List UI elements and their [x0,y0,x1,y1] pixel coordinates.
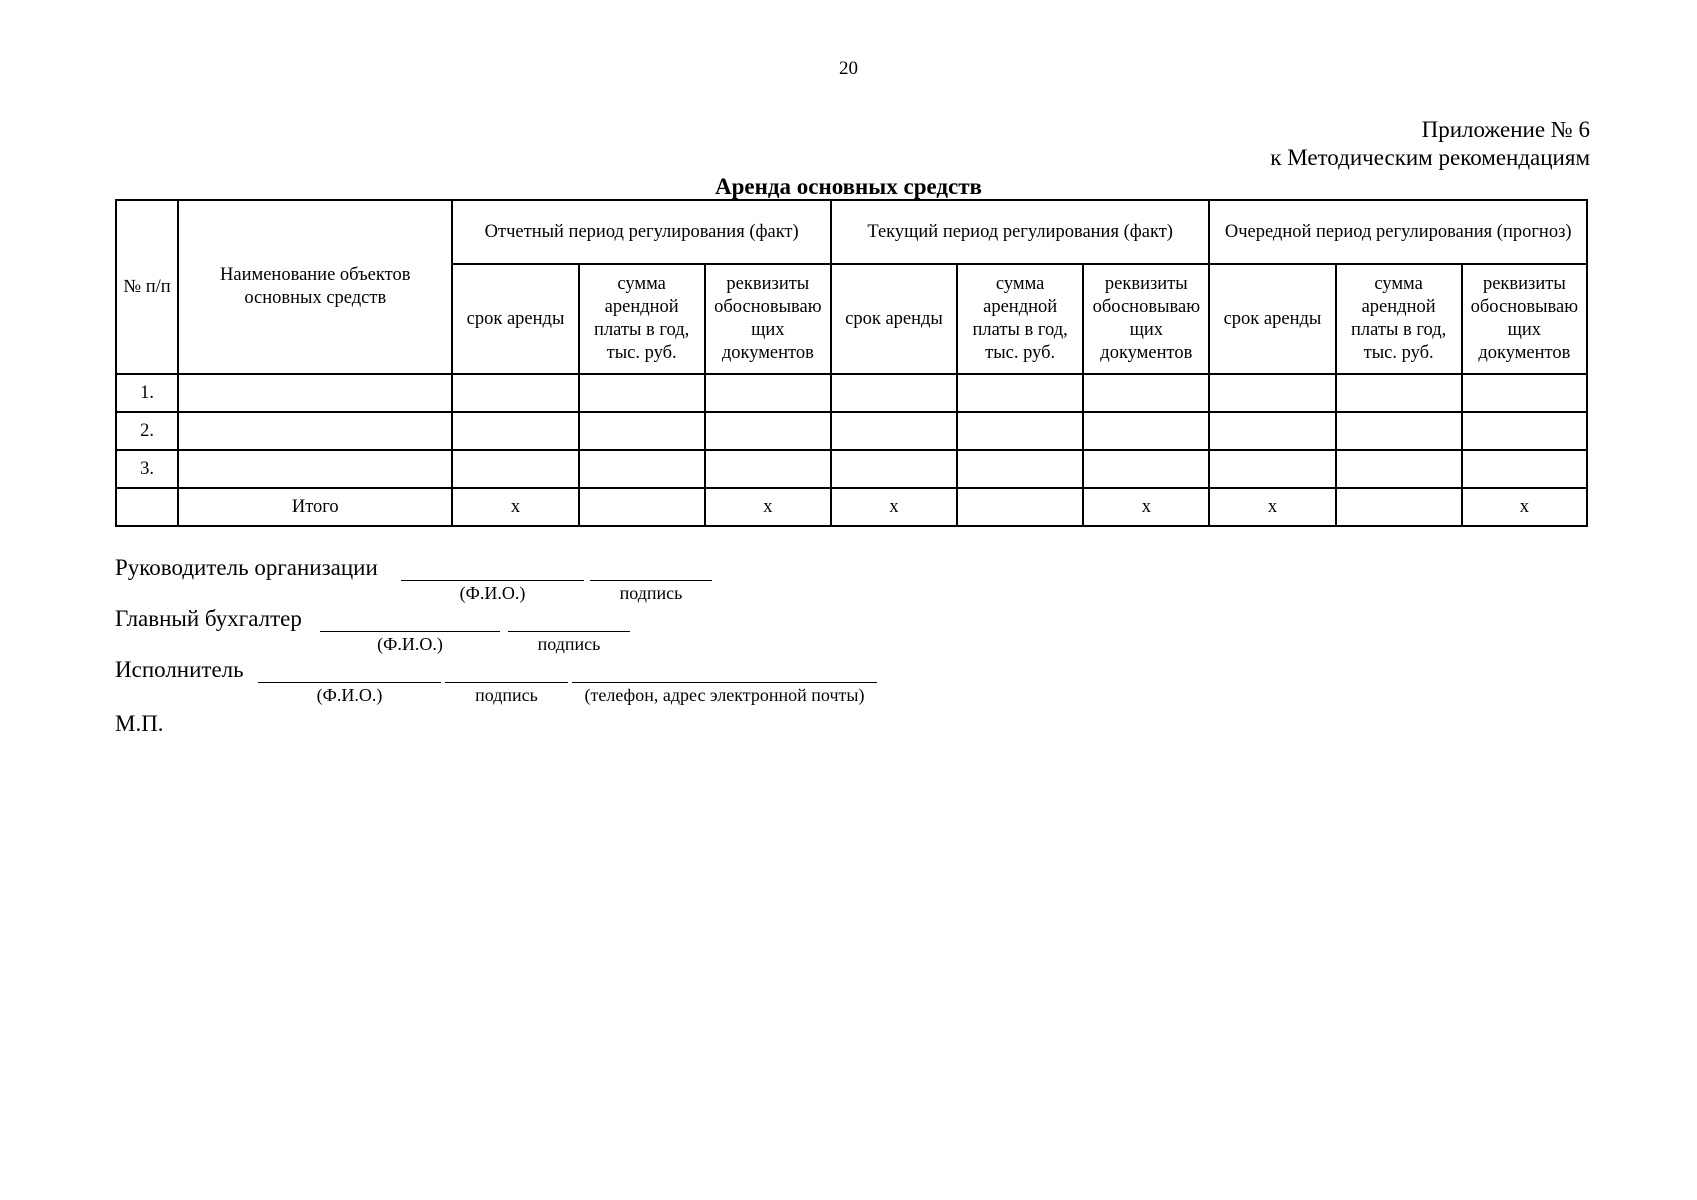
table-cell [452,374,578,412]
table-cell [1462,450,1587,488]
total-label: Итого [178,488,452,526]
table-cell [1209,374,1335,412]
signature-blank [590,580,712,581]
col-header-name: Наименование объектов основных средств [178,200,452,374]
period-header-current: Текущий период регулирования (факт) [831,200,1209,264]
head-label: Руководитель организации [115,555,378,580]
col-header-num: № п/п [116,200,178,374]
total-cell [1336,488,1462,526]
table-cell [452,450,578,488]
subcol-amount: сумма арендной платы в год, тыс. руб. [1336,264,1462,374]
table-cell [957,412,1083,450]
total-cell: x [705,488,831,526]
total-cell: x [1209,488,1335,526]
subcol-documents: реквизиты обосновываю щих документов [1462,264,1587,374]
total-cell [579,488,705,526]
row-number: 3. [116,450,178,488]
subcol-documents: реквизиты обосновываю щих документов [1083,264,1209,374]
table-cell [705,412,831,450]
document-title: Аренда основных средств [715,174,982,199]
subcol-documents: реквизиты обосновываю щих документов [705,264,831,374]
table-cell [1209,450,1335,488]
subcol-amount: сумма арендной платы в год, тыс. руб. [957,264,1083,374]
total-cell: x [1462,488,1587,526]
signature-blank [508,631,630,632]
rent-table [115,199,1588,527]
signature-blank [445,682,568,683]
table-cell [1336,412,1462,450]
stamp-placeholder: М.П. [115,711,164,736]
table-cell [579,374,705,412]
total-cell: x [452,488,578,526]
fio-caption: (Ф.И.О.) [377,634,443,654]
table-cell [1336,450,1462,488]
table-cell [1462,412,1587,450]
appendix-header [1270,116,1590,172]
table-cell [957,374,1083,412]
signature-caption: подпись [619,583,683,603]
subcol-term: срок аренды [1209,264,1335,374]
table-row [116,450,1587,488]
table-cell [1209,412,1335,450]
row-number: 1. [116,374,178,412]
table-cell [1083,374,1209,412]
subcol-amount: сумма арендной платы в год, тыс. руб. [579,264,705,374]
table-cell [957,450,1083,488]
fio-caption: (Ф.И.О.) [459,583,526,603]
table-row [116,374,1587,412]
header-row-periods [116,200,1587,264]
subcol-term: срок аренды [831,264,957,374]
fio-blank [320,631,500,632]
total-cell: x [831,488,957,526]
contact-blank [572,682,877,683]
total-number [116,488,178,526]
table-cell [1336,374,1462,412]
table-cell [178,450,452,488]
table-cell [178,412,452,450]
table-cell [579,412,705,450]
total-row [116,488,1587,526]
executor-label: Исполнитель [115,657,244,682]
period-header-reporting: Отчетный период регулирования (факт) [452,200,830,264]
table-cell [178,374,452,412]
table-cell [705,374,831,412]
total-cell [957,488,1083,526]
signature-caption: подпись [475,685,538,705]
table-cell [705,450,831,488]
page-number: 20 [839,58,858,79]
table-cell [831,374,957,412]
fio-blank [401,580,584,581]
table-cell [831,450,957,488]
table-cell [1083,450,1209,488]
fio-caption: (Ф.И.О.) [316,685,383,705]
signature-caption: подпись [537,634,601,654]
table-cell [1462,374,1587,412]
table-row [116,412,1587,450]
total-cell: x [1083,488,1209,526]
table-cell [1083,412,1209,450]
row-number: 2. [116,412,178,450]
appendix-line2: к Методическим рекомендациям [1270,145,1590,170]
table-cell [831,412,957,450]
contact-caption: (телефон, адрес электронной почты) [584,685,865,705]
table-cell [579,450,705,488]
subcol-term: срок аренды [452,264,578,374]
fio-blank [258,682,441,683]
appendix-line1: Приложение № 6 [1421,117,1590,142]
period-header-next: Очередной период регулирования (прогноз) [1209,200,1587,264]
table-cell [452,412,578,450]
accountant-label: Главный бухгалтер [115,606,302,631]
